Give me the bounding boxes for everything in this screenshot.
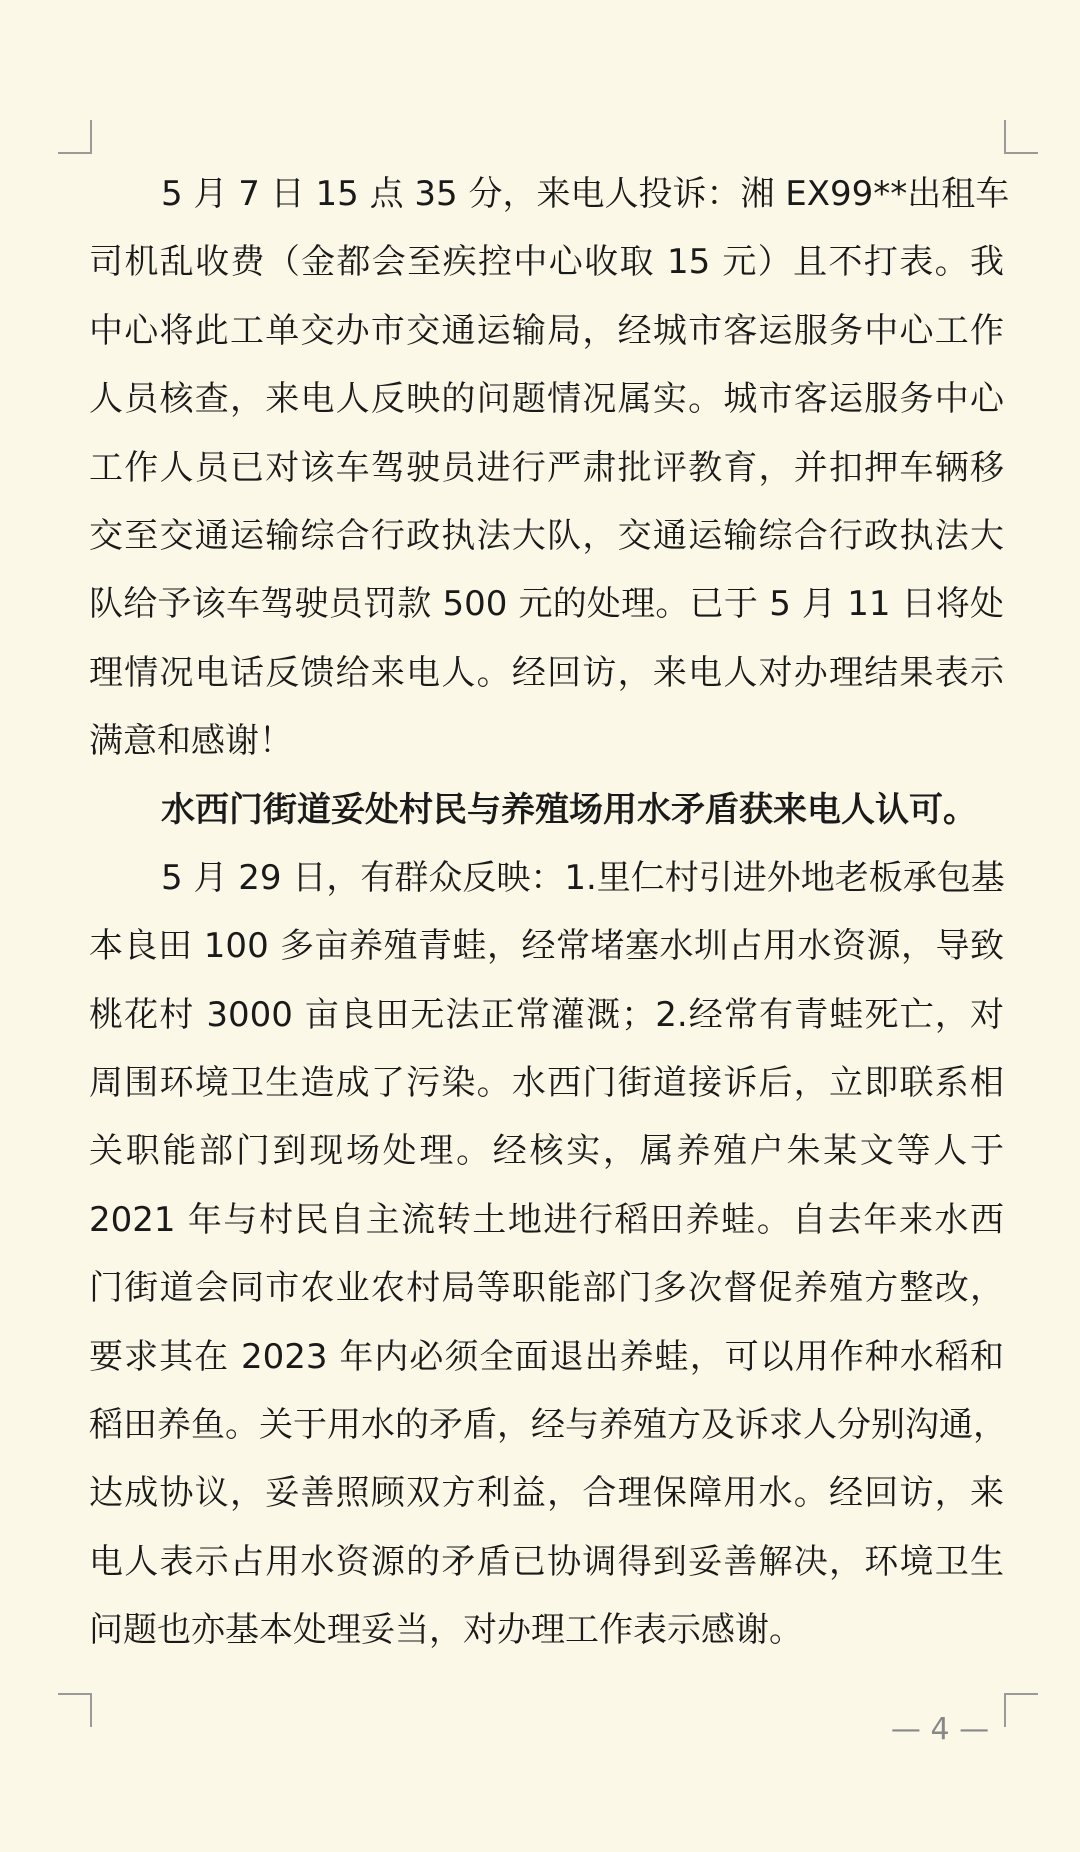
text-line: 5 月 7 日 15 点 35 分，来电人投诉：湘 EX99**出租车 (161, 174, 1010, 214)
text-line: 队给予该车驾驶员罚款 500 元的处理。已于 5 月 11 日将处 (89, 584, 1004, 625)
paragraph-taxi-complaint (89, 160, 1010, 776)
text-line: 理情况电话反馈给来电人。经回访，来电人对办理结果表示 (89, 652, 1004, 693)
crop-mark-bottom-right (1004, 1693, 1038, 1727)
text-line: 稻田养鱼。关于用水的矛盾，经与养殖方及诉求人分别沟通， (89, 1405, 1007, 1446)
crop-mark-top-right (1004, 120, 1038, 154)
crop-mark-bottom-left (58, 1693, 92, 1727)
paragraph-water-dispute (89, 844, 1007, 1665)
text-line: 人员核查，来电人反映的问题情况属实。城市客运服务中心 (89, 379, 1004, 420)
section-heading: 水西门街道妥处村民与养殖场用水矛盾获来电人认可。 (161, 789, 977, 830)
text-line: 电人表示占用水资源的矛盾已协调得到妥善解决，环境卫生 (89, 1541, 1004, 1582)
text-line: 司机乱收费（金都会至疾控中心收取 15 元）且不打表。我 (89, 242, 1004, 283)
text-line: 问题也亦基本处理妥当，对办理工作表示感谢。 (89, 1610, 803, 1651)
page-number: — 4 — (890, 1712, 990, 1747)
text-line: 周围环境卫生造成了污染。水西门街道接诉后，立即联系相 (89, 1063, 1004, 1104)
text-line: 关职能部门到现场处理。经核实，属养殖户朱某文等人于 (89, 1131, 1004, 1172)
text-line: 中心将此工单交办市交通运输局，经城市客运服务中心工作 (89, 310, 1004, 351)
text-line: 满意和感谢！ (89, 721, 293, 762)
text-line: 2021 年与村民自主流转土地进行稻田养蛙。自去年来水西 (89, 1199, 1004, 1240)
text-line: 工作人员已对该车驾驶员进行严肃批评教育，并扣押车辆移 (89, 447, 1004, 488)
document-body (89, 160, 1010, 1665)
text-line: 要求其在 2023 年内必须全面退出养蛙，可以用作种水稻和 (89, 1336, 1004, 1377)
text-line: 达成协议，妥善照顾双方利益，合理保障用水。经回访，来 (89, 1473, 1004, 1514)
text-line: 5 月 29 日，有群众反映：1.里仁村引进外地老板承包基 (161, 857, 1005, 898)
text-line: 交至交通运输综合行政执法大队，交通运输综合行政执法大 (89, 515, 1004, 556)
text-line: 桃花村 3000 亩良田无法正常灌溉；2.经常有青蛙死亡，对 (89, 994, 1004, 1035)
text-line: 本良田 100 多亩养殖青蛙，经常堵塞水圳占用水资源，导致 (89, 926, 1004, 967)
crop-mark-top-left (58, 120, 92, 154)
text-line: 门街道会同市农业农村局等职能部门多次督促养殖方整改， (89, 1268, 1004, 1309)
